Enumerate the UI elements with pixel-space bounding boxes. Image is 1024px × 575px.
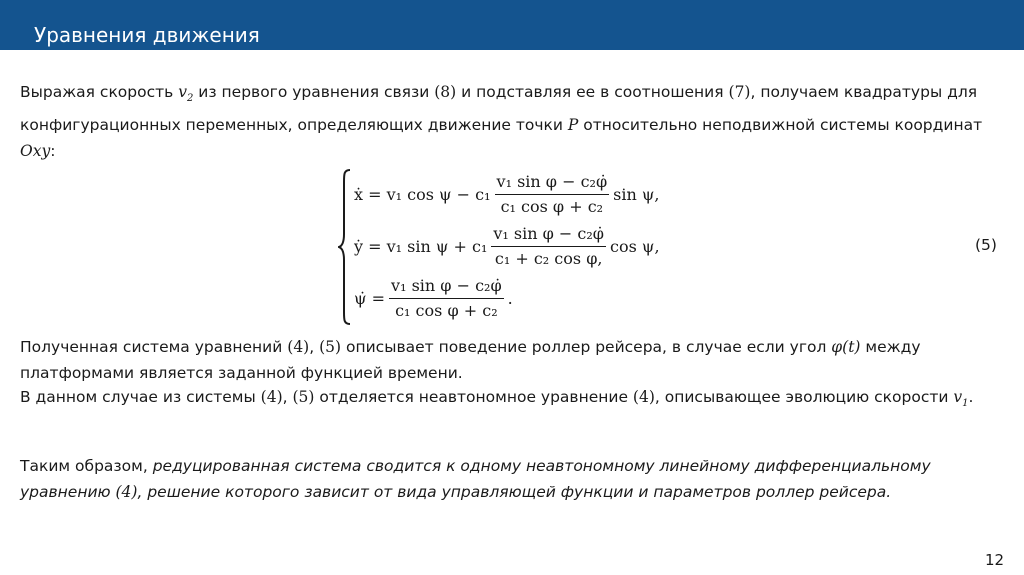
ref-eq-4-a: (4) — [260, 388, 283, 406]
equation-x-dot — [354, 170, 660, 218]
ref-eq-5-a: (5) — [292, 388, 315, 406]
eq1-lhs: ẋ = v₁ cos ψ − c₁ — [354, 184, 491, 204]
var-v1 — [953, 388, 969, 410]
system-description-paragraph — [20, 334, 1005, 386]
eq3-lhs: ψ̇ = — [354, 288, 386, 308]
left-brace-icon — [338, 168, 352, 326]
sep-text-4: . — [968, 388, 974, 406]
concl-text-2: редуцированная система сводится к одному неавтономному линейному дифференциальному уравнению — [20, 457, 931, 501]
sep-text-2: отделяется неавтономное уравнение — [314, 388, 633, 406]
sep-text-1: В данном случае из системы — [20, 388, 261, 406]
var-v1-symbol: v — [953, 388, 963, 406]
eq1-tail: sin ψ, — [613, 184, 660, 204]
eq2-tail: cos ψ, — [610, 236, 660, 256]
ref-eq-7: (7) — [728, 83, 751, 101]
equation-system — [338, 168, 758, 326]
var-v2 — [178, 83, 194, 105]
desc-text-2: описывает поведение роллер рейсера, в случае если угол — [341, 338, 832, 356]
ref-eq-4-b: (4) — [632, 388, 655, 406]
slide-header — [0, 0, 1024, 50]
eq3-denominator: c₁ cos φ + c₂ — [395, 300, 498, 320]
eq2-fraction — [491, 224, 606, 269]
intro-text-4: , получаем квадратуры для конфигурационных переменных, определяющих движение точки — [20, 83, 978, 135]
intro-text-6: : — [50, 142, 56, 161]
equation-psi-dot — [354, 274, 513, 322]
separation-paragraph — [20, 384, 1005, 417]
intro-paragraph — [20, 79, 1005, 164]
equation-number: (5) — [975, 236, 997, 254]
eq2-numerator: v₁ sin φ − c₂φ̇ — [491, 224, 606, 247]
eq1-denominator: c₁ cos φ + c₂ — [500, 196, 604, 216]
eq1-fraction — [495, 172, 610, 217]
ref-eq-8: (8) — [434, 83, 457, 101]
concl-text-3: , решение которого зависит от вида управляющей функции и параметров роллер рейсера. — [137, 483, 892, 501]
intro-text-5: относительно неподвижной системы координат — [578, 116, 983, 135]
angle-phi-t: φ(t) — [831, 338, 861, 356]
slide-title: Уравнения движения — [34, 23, 260, 47]
eq2-lhs: ẏ = v₁ sin ψ + c₁ — [354, 236, 488, 256]
coord-system-oxy: Oxy — [20, 142, 51, 161]
var-v2-symbol: v — [178, 83, 187, 101]
eq3-tail: . — [507, 288, 513, 308]
eq3-fraction — [389, 276, 504, 321]
intro-text-1: Выражая скорость — [20, 83, 179, 101]
ref-eq-4: (4) — [287, 338, 310, 356]
var-v2-subscript: 2 — [187, 93, 194, 105]
eq1-numerator: v₁ sin φ − c₂φ̇ — [495, 172, 610, 195]
eq3-numerator: v₁ sin φ − c₂φ̇ — [389, 276, 504, 299]
point-p: P — [567, 116, 579, 135]
eq2-denominator: c₁ + c₂ cos φ, — [494, 248, 603, 268]
concl-text-1: Таким образом, — [20, 457, 153, 475]
equation-y-dot — [354, 222, 660, 270]
var-v1-subscript: 1 — [962, 398, 969, 410]
ref-eq-4-c: (4) — [115, 483, 138, 501]
desc-text-1: Полученная система уравнений — [20, 338, 288, 356]
desc-text-3: между платформами является заданной функцией времени. — [20, 338, 921, 382]
ref-eq-5: (5) — [319, 338, 342, 356]
sep-text-3: , описывающее эволюцию скорости — [654, 388, 954, 406]
page-number: 12 — [985, 551, 1005, 569]
conclusion-paragraph — [20, 453, 1005, 505]
sep-comma: , — [282, 388, 293, 406]
intro-text-3: и подставляя ее в соотношения — [456, 83, 729, 101]
desc-sep: , — [309, 338, 320, 356]
intro-text-2: из первого уравнения связи — [193, 83, 435, 101]
